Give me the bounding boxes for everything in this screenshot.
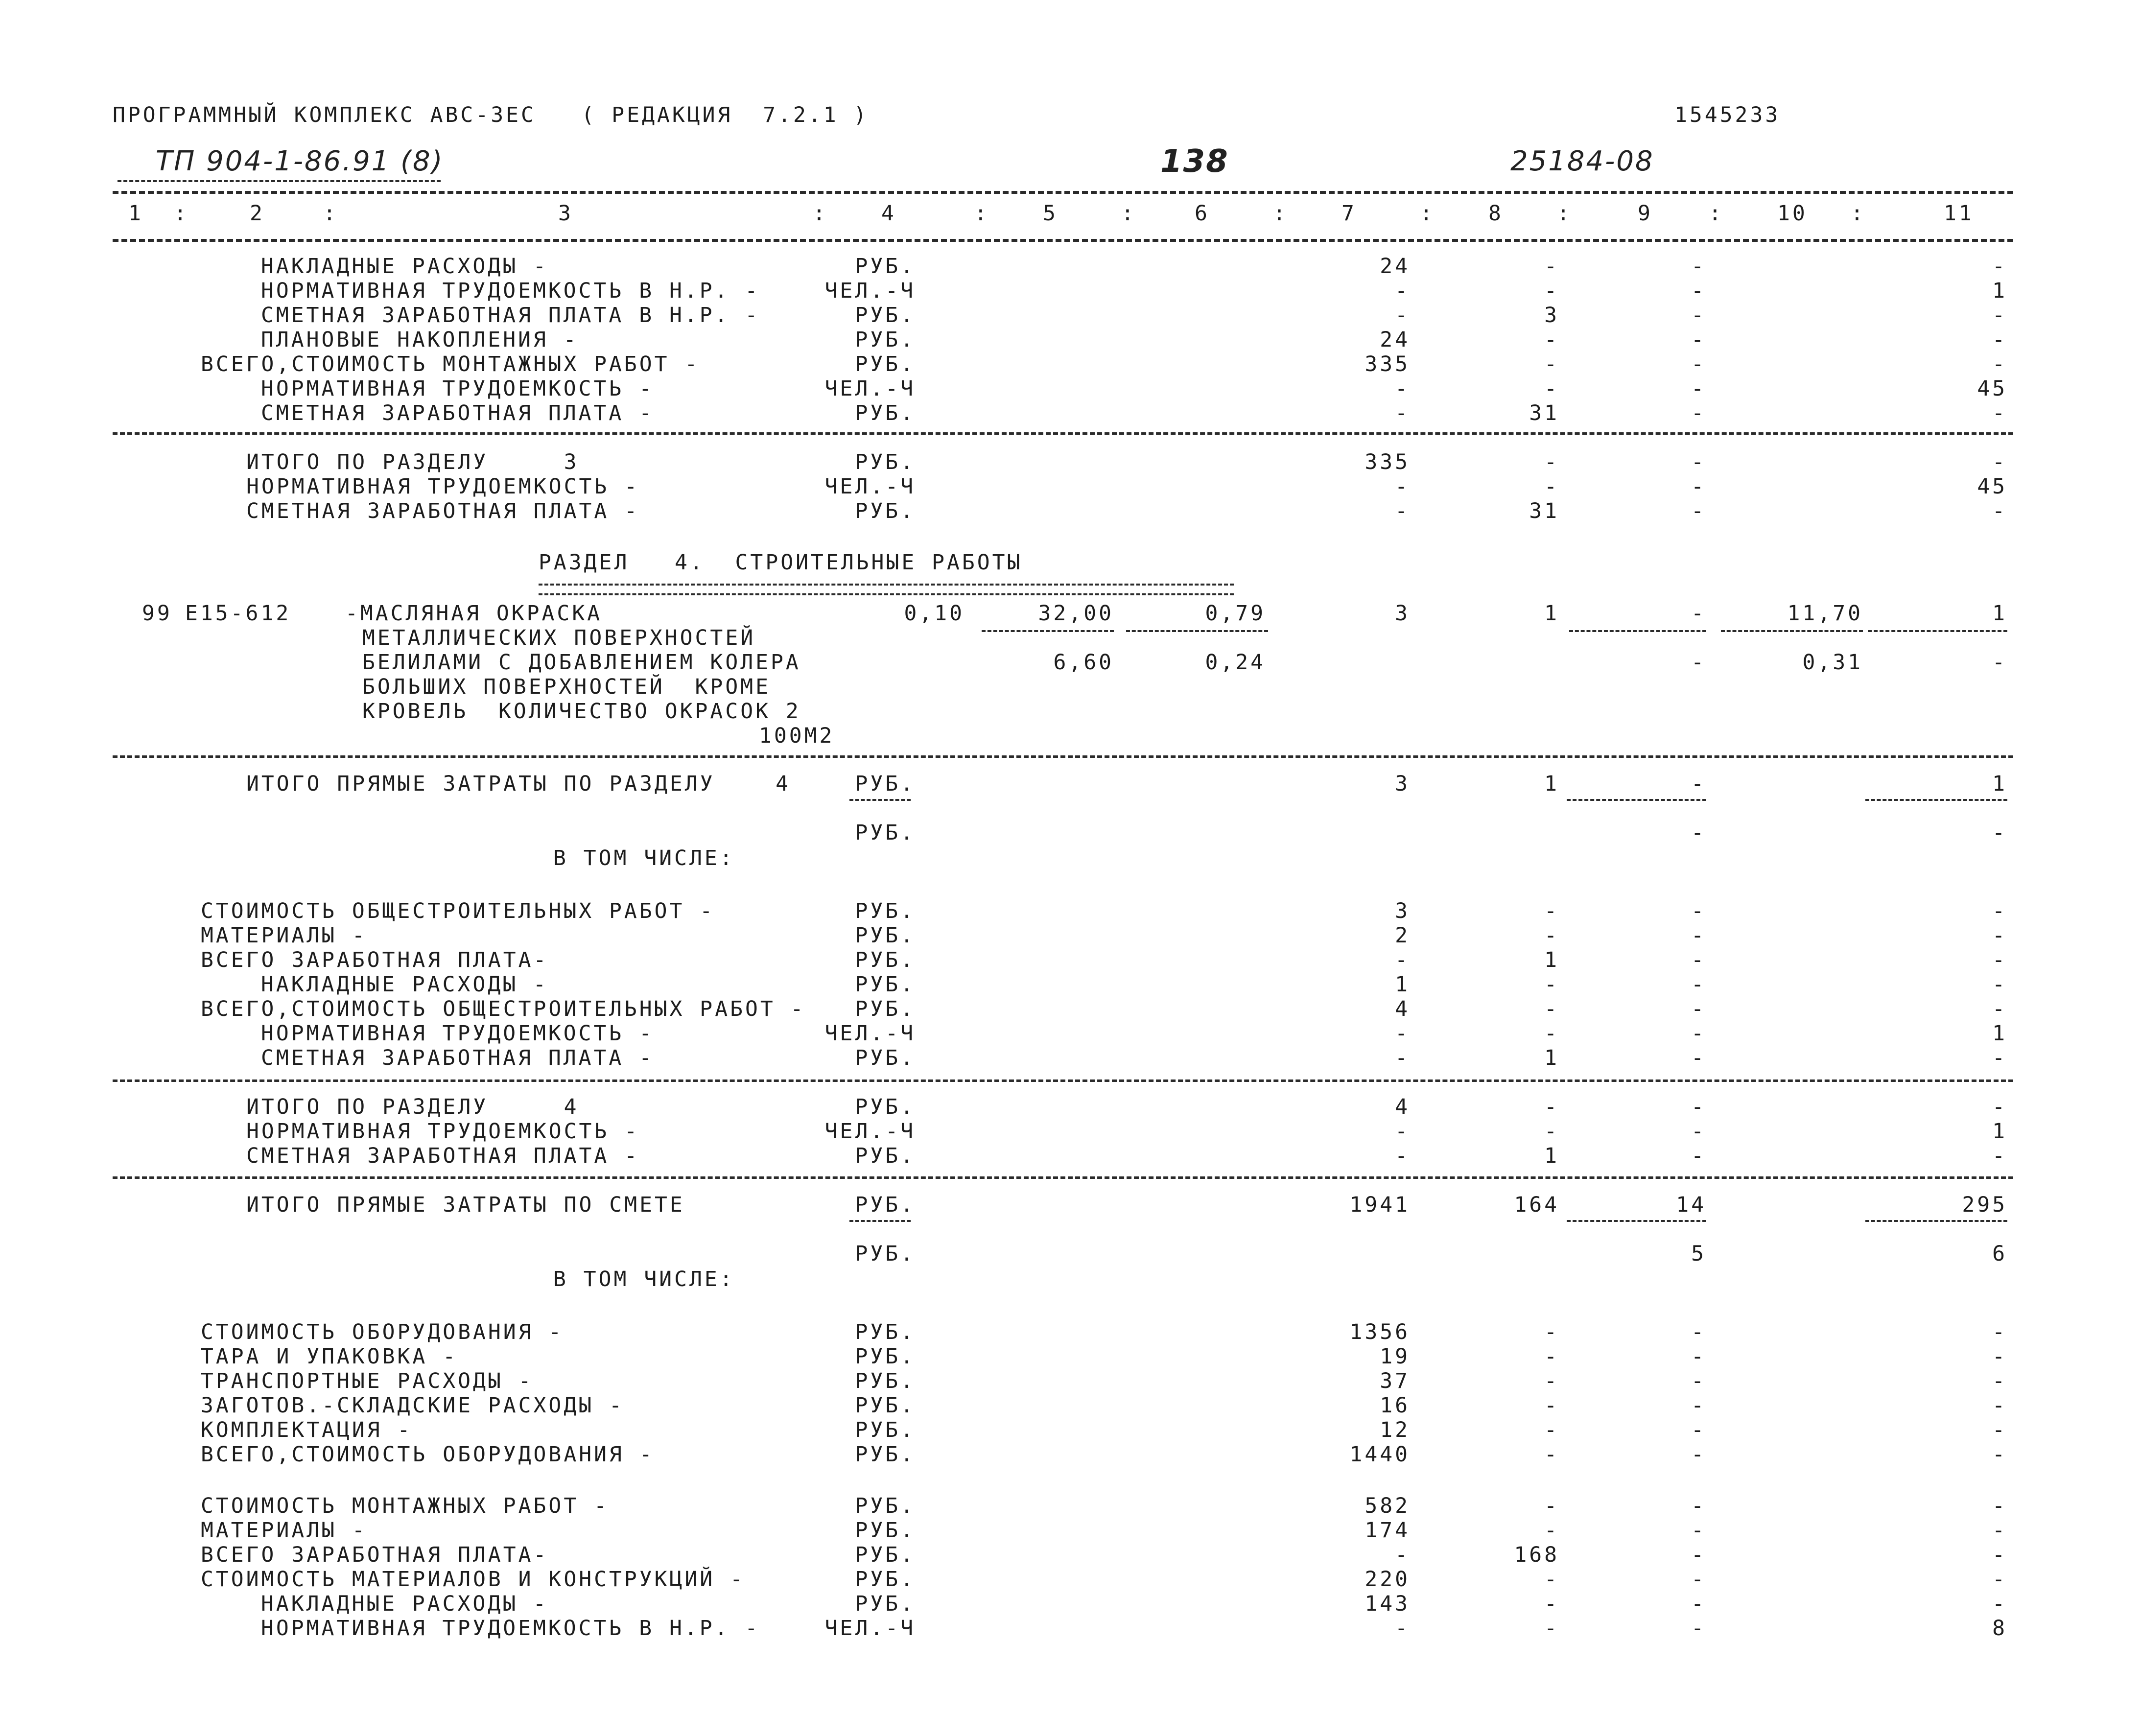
column-separator: : [1709, 201, 1724, 226]
column-separator: : [323, 201, 338, 226]
row-col8: - [1544, 450, 1559, 474]
row-col7: - [1395, 1046, 1410, 1070]
row-label: ТРАНСПОРТНЫЕ РАСХОДЫ - [201, 1369, 534, 1393]
row-col9: - [1691, 899, 1706, 923]
row-label: СМЕТНАЯ ЗАРАБОТНАЯ ПЛАТА - [261, 401, 655, 425]
row-col7: - [1395, 948, 1410, 972]
row-label: ИТОГО ПРЯМЫЕ ЗАТРАТЫ ПО СМЕТЕ [246, 1193, 685, 1217]
row-col8: - [1544, 1592, 1559, 1616]
page-number: 138 [1160, 143, 1229, 180]
row-col8: - [1544, 1393, 1559, 1418]
row-col11: 1 [1992, 1119, 2007, 1144]
row-col8: - [1544, 279, 1559, 303]
row-label: ИТОГО ПО РАЗДЕЛУ 4 [246, 1095, 579, 1119]
item-description-line: МЕТАЛЛИЧЕСКИХ ПОВЕРХНОСТЕЙ [362, 626, 756, 650]
row-label: СТОИМОСТЬ МАТЕРИАЛОВ И КОНСТРУКЦИЙ - [201, 1567, 745, 1592]
row-label: НОРМАТИВНАЯ ТРУДОЕМКОСТЬ - [261, 376, 655, 401]
row-col9: - [1691, 1369, 1706, 1393]
row-label: НОРМАТИВНАЯ ТРУДОЕМКОСТЬ В Н.Р. - [261, 1616, 760, 1641]
row-label: СМЕТНАЯ ЗАРАБОТНАЯ ПЛАТА - [246, 499, 640, 523]
row-col8: - [1544, 997, 1559, 1021]
row-label: НОРМАТИВНАЯ ТРУДОЕМКОСТЬ - [261, 1021, 655, 1046]
row-col9: - [1691, 972, 1706, 997]
row-col7: 24 [1380, 328, 1410, 352]
item-col10-dash [1721, 630, 1863, 632]
row-col7: 1440 [1349, 1442, 1410, 1467]
row-col8: 31 [1529, 401, 1559, 425]
item-price-wage: 6,60 [1053, 650, 1114, 675]
row-label: ВСЕГО,СТОИМОСТЬ ОБОРУДОВАНИЯ - [201, 1442, 655, 1467]
row-col8: - [1544, 328, 1559, 352]
row-col7: - [1395, 1144, 1410, 1168]
header-rule-bottom [113, 239, 2013, 242]
row-unit: РУБ. [855, 1144, 916, 1168]
row-col8: 1 [1544, 948, 1559, 972]
row-col8: - [1544, 1344, 1559, 1369]
item-description-line: БЕЛИЛАМИ С ДОБАВЛЕНИЕМ КОЛЕРА [362, 650, 801, 675]
row-col11: - [1992, 1320, 2007, 1344]
row-col9: - [1691, 923, 1706, 948]
row-label: ИТОГО ПО РАЗДЕЛУ 3 [246, 450, 579, 474]
row-col11: - [1992, 328, 2007, 352]
row-col8: - [1544, 923, 1559, 948]
column-separator: : [1851, 201, 1866, 226]
row-col9: - [1691, 328, 1706, 352]
row-col7: - [1395, 401, 1410, 425]
column-header-10: 10 [1777, 201, 1808, 226]
row-label: ЗАГОТОВ.-СКЛАДСКИЕ РАСХОДЫ - [201, 1393, 624, 1418]
row-col9: - [1691, 352, 1706, 376]
item-col10: 11,70 [1787, 601, 1863, 626]
project-code-underline [118, 180, 441, 182]
row-col7: 1356 [1349, 1320, 1410, 1344]
row-col11: - [1992, 1046, 2007, 1070]
row-col11: - [1992, 401, 2007, 425]
row-col11: - [1992, 948, 2007, 972]
item-price-dash [982, 630, 1114, 632]
row-col7: 1941 [1349, 1193, 1410, 1217]
row-unit: РУБ. [855, 328, 916, 352]
column-header-2: 2 [250, 201, 265, 226]
row-col7: 174 [1365, 1518, 1410, 1543]
item-col11: 1 [1992, 601, 2007, 626]
row-unit: РУБ. [855, 303, 916, 328]
row-label: НАКЛАДНЫЕ РАСХОДЫ - [261, 972, 548, 997]
column-header-11: 11 [1944, 201, 1974, 226]
item-col9-dash [1569, 630, 1706, 632]
row-col9: - [1691, 1442, 1706, 1467]
item-total: 0,79 [1205, 601, 1266, 626]
row-col11: - [1992, 1592, 2007, 1616]
row-col8: - [1544, 474, 1559, 499]
row-col9: 14 [1676, 1193, 1706, 1217]
col11-underline [1865, 1220, 2007, 1222]
row-col7: - [1395, 1616, 1410, 1641]
row-col7: 335 [1365, 450, 1410, 474]
row-col9: - [1691, 474, 1706, 499]
row-col7: - [1395, 1119, 1410, 1144]
row-col9: 5 [1691, 1242, 1706, 1266]
section-rule [113, 1079, 2013, 1082]
col9-underline [1567, 799, 1706, 801]
row-label: КОМПЛЕКТАЦИЯ - [201, 1418, 413, 1442]
row-col7: 4 [1395, 997, 1410, 1021]
row-unit: РУБ. [855, 1418, 916, 1442]
row-col8: - [1544, 1442, 1559, 1467]
row-col11: - [1992, 1442, 2007, 1467]
row-col7: - [1395, 303, 1410, 328]
column-separator: : [974, 201, 989, 226]
in-that-number-label: В ТОМ ЧИСЛЕ: [553, 1267, 735, 1291]
row-col8: - [1544, 1320, 1559, 1344]
row-col11: 8 [1992, 1616, 2007, 1641]
row-col8: 3 [1544, 303, 1559, 328]
row-unit: ЧЕЛ.-Ч [824, 1616, 916, 1641]
item-description-line: -МАСЛЯНАЯ ОКРАСКА [345, 601, 603, 626]
row-col8: 1 [1544, 1046, 1559, 1070]
row-unit: РУБ. [855, 1344, 916, 1369]
row-col9: - [1691, 1518, 1706, 1543]
row-col11: - [1992, 1144, 2007, 1168]
row-col11: - [1992, 923, 2007, 948]
row-col7: - [1395, 474, 1410, 499]
row-col9: - [1691, 1567, 1706, 1592]
row-unit: РУБ. [855, 1320, 916, 1344]
row-unit: РУБ. [855, 1095, 916, 1119]
row-col9: - [1691, 1144, 1706, 1168]
row-col11: - [1992, 997, 2007, 1021]
item-col8: 1 [1544, 601, 1559, 626]
row-col11: 45 [1977, 474, 2007, 499]
row-col8: - [1544, 1494, 1559, 1518]
row-unit: РУБ. [855, 1046, 916, 1070]
column-separator: : [1420, 201, 1435, 226]
column-header-7: 7 [1341, 201, 1357, 226]
row-col8: - [1544, 1518, 1559, 1543]
doc-number: 1545233 [1674, 103, 1781, 127]
row-col11: - [1992, 1095, 2007, 1119]
row-col11: - [1992, 303, 2007, 328]
row-unit: РУБ. [855, 450, 916, 474]
item-description-line: БОЛЬШИХ ПОВЕРХНОСТЕЙ КРОМЕ [362, 675, 771, 699]
album-code: 25184-08 [1510, 145, 1654, 177]
item-col7: 3 [1395, 601, 1410, 626]
row-col9: - [1691, 1543, 1706, 1567]
row-unit: РУБ. [855, 1193, 916, 1217]
row-col7: 4 [1395, 1095, 1410, 1119]
row-label: ВСЕГО ЗАРАБОТНАЯ ПЛАТА- [201, 948, 549, 972]
row-unit: ЧЕЛ.-Ч [824, 279, 916, 303]
row-col9: - [1691, 821, 1706, 845]
row-col11: - [1992, 450, 2007, 474]
row-col7: 3 [1395, 899, 1410, 923]
item-number: 99 [142, 601, 172, 626]
row-col7: - [1395, 1021, 1410, 1046]
row-unit: ЧЕЛ.-Ч [824, 1119, 916, 1144]
row-col8: - [1544, 1567, 1559, 1592]
row-col11: - [1992, 352, 2007, 376]
item-col11-sub: - [1992, 650, 2007, 675]
row-col9: - [1691, 1494, 1706, 1518]
section-rule [113, 432, 2013, 435]
column-header-8: 8 [1488, 201, 1504, 226]
column-separator: : [1273, 201, 1288, 226]
row-unit: РУБ. [855, 1543, 916, 1567]
row-label: СТОИМОСТЬ ОБЩЕСТРОИТЕЛЬНЫХ РАБОТ - [201, 899, 715, 923]
row-col8: - [1544, 376, 1559, 401]
row-label: СТОИМОСТЬ МОНТАЖНЫХ РАБОТ - [201, 1494, 609, 1518]
row-label: ТАРА И УПАКОВКА - [201, 1344, 458, 1369]
column-separator: : [1121, 201, 1136, 226]
in-that-number-label: В ТОМ ЧИСЛЕ: [553, 846, 735, 870]
row-col11: - [1992, 1543, 2007, 1567]
row-col11: - [1992, 821, 2007, 845]
row-col7: - [1395, 279, 1410, 303]
program-title: ПРОГРАММНЫЙ КОМПЛЕКС АВС-ЗЕС ( РЕДАКЦИЯ 7.2.1 ) [113, 103, 869, 127]
row-unit: РУБ. [855, 972, 916, 997]
row-unit: РУБ. [855, 352, 916, 376]
item-col9-sub: - [1691, 650, 1706, 675]
row-unit: РУБ. [855, 772, 916, 796]
row-label: СМЕТНАЯ ЗАРАБОТНАЯ ПЛАТА В Н.Р. - [261, 303, 760, 328]
row-col11: - [1992, 254, 2007, 279]
item-total-wage: 0,24 [1205, 650, 1266, 675]
row-col11: 295 [1962, 1193, 2007, 1217]
row-unit: РУБ. [855, 1442, 916, 1467]
row-col7: 37 [1380, 1369, 1410, 1393]
row-col8: - [1544, 1369, 1559, 1393]
row-col11: - [1992, 1393, 2007, 1418]
section-title: РАЗДЕЛ 4. СТРОИТЕЛЬНЫЕ РАБОТЫ [539, 550, 1023, 575]
row-col7: - [1395, 499, 1410, 523]
row-col9: - [1691, 401, 1706, 425]
column-separator: : [174, 201, 189, 226]
row-label: ВСЕГО,СТОИМОСТЬ МОНТАЖНЫХ РАБОТ - [201, 352, 700, 376]
row-col7: 220 [1365, 1567, 1410, 1592]
row-col11: - [1992, 972, 2007, 997]
row-unit: РУБ. [855, 1592, 916, 1616]
row-label: НОРМАТИВНАЯ ТРУДОЕМКОСТЬ - [246, 1119, 640, 1144]
project-code: ТП 904-1-86.91 (8) [156, 145, 444, 177]
header-rule-top [113, 191, 2013, 194]
col11-underline [1865, 799, 2007, 801]
row-label: СТОИМОСТЬ ОБОРУДОВАНИЯ - [201, 1320, 564, 1344]
row-col9: - [1691, 279, 1706, 303]
row-unit: РУБ. [855, 899, 916, 923]
row-col8: 31 [1529, 499, 1559, 523]
unit-underline [849, 1220, 911, 1222]
row-unit: РУБ. [855, 1242, 916, 1266]
row-label: СМЕТНАЯ ЗАРАБОТНАЯ ПЛАТА - [261, 1046, 655, 1070]
column-header-6: 6 [1195, 201, 1210, 226]
row-col11: - [1992, 1369, 2007, 1393]
row-label: НАКЛАДНЫЕ РАСХОДЫ - [261, 1592, 548, 1616]
item-description-line: КРОВЕЛЬ КОЛИЧЕСТВО ОКРАСОК 2 [362, 699, 801, 724]
unit-underline [849, 799, 911, 801]
section-title-underline [539, 584, 1234, 595]
item-col10-sub: 0,31 [1802, 650, 1863, 675]
row-label: ВСЕГО ЗАРАБОТНАЯ ПЛАТА- [201, 1543, 549, 1567]
row-col8: - [1544, 1021, 1559, 1046]
item-price: 32,00 [1038, 601, 1114, 626]
row-col9: - [1691, 1320, 1706, 1344]
column-header-9: 9 [1638, 201, 1653, 226]
row-col9: - [1691, 997, 1706, 1021]
item-col9: - [1691, 601, 1706, 626]
row-col9: - [1691, 1418, 1706, 1442]
item-unit: 100М2 [759, 724, 835, 748]
row-col7: 3 [1395, 772, 1410, 796]
row-label: ВСЕГО,СТОИМОСТЬ ОБЩЕСТРОИТЕЛЬНЫХ РАБОТ - [201, 997, 806, 1021]
row-col8: - [1544, 254, 1559, 279]
column-separator: : [813, 201, 828, 226]
row-col7: - [1395, 1543, 1410, 1567]
row-unit: РУБ. [855, 1518, 916, 1543]
column-header-4: 4 [881, 201, 896, 226]
row-col8: - [1544, 899, 1559, 923]
row-col11: - [1992, 899, 2007, 923]
row-col9: - [1691, 254, 1706, 279]
row-unit: ЧЕЛ.-Ч [824, 1021, 916, 1046]
row-label: ИТОГО ПРЯМЫЕ ЗАТРАТЫ ПО РАЗДЕЛУ 4 [246, 772, 791, 796]
row-col7: 24 [1380, 254, 1410, 279]
row-col11: 45 [1977, 376, 2007, 401]
row-label: МАТЕРИАЛЫ - [201, 1518, 367, 1543]
row-label: СМЕТНАЯ ЗАРАБОТНАЯ ПЛАТА - [246, 1144, 640, 1168]
row-label: ПЛАНОВЫЕ НАКОПЛЕНИЯ - [261, 328, 579, 352]
row-col11: - [1992, 1518, 2007, 1543]
row-col7: 1 [1395, 972, 1410, 997]
row-col7: 143 [1365, 1592, 1410, 1616]
row-col9: - [1691, 948, 1706, 972]
row-col9: - [1691, 450, 1706, 474]
row-label: НАКЛАДНЫЕ РАСХОДЫ - [261, 254, 548, 279]
row-col9: - [1691, 1393, 1706, 1418]
row-col9: - [1691, 772, 1706, 796]
col9-underline [1567, 1220, 1706, 1222]
item-code: Е15-612 [185, 601, 291, 626]
row-col8: 1 [1544, 772, 1559, 796]
row-col8: - [1544, 972, 1559, 997]
row-col11: 1 [1992, 1021, 2007, 1046]
item-qty: 0,10 [904, 601, 965, 626]
row-col7: 12 [1380, 1418, 1410, 1442]
row-col9: - [1691, 1046, 1706, 1070]
row-col9: - [1691, 1592, 1706, 1616]
row-col11: - [1992, 1344, 2007, 1369]
row-unit: ЧЕЛ.-Ч [824, 376, 916, 401]
row-col11: - [1992, 1494, 2007, 1518]
row-unit: РУБ. [855, 401, 916, 425]
row-col7: - [1395, 376, 1410, 401]
row-col7: 2 [1395, 923, 1410, 948]
row-unit: РУБ. [855, 254, 916, 279]
row-col8: - [1544, 1095, 1559, 1119]
row-label: НОРМАТИВНАЯ ТРУДОЕМКОСТЬ В Н.Р. - [261, 279, 760, 303]
column-header-1: 1 [128, 201, 143, 226]
row-col8: 164 [1514, 1193, 1559, 1217]
column-header-3: 3 [558, 201, 573, 226]
section-rule [113, 755, 2013, 758]
row-col11: 1 [1992, 772, 2007, 796]
row-col11: - [1992, 499, 2007, 523]
column-header-5: 5 [1043, 201, 1058, 226]
row-col8: 1 [1544, 1144, 1559, 1168]
row-col8: - [1544, 1119, 1559, 1144]
row-col9: - [1691, 499, 1706, 523]
item-col11-dash [1868, 630, 2007, 632]
row-label: МАТЕРИАЛЫ - [201, 923, 367, 948]
item-total-dash [1126, 630, 1268, 632]
row-label: НОРМАТИВНАЯ ТРУДОЕМКОСТЬ - [246, 474, 640, 499]
row-unit: ЧЕЛ.-Ч [824, 474, 916, 499]
row-unit: РУБ. [855, 1567, 916, 1592]
section-rule [113, 1176, 2013, 1179]
row-unit: РУБ. [855, 499, 916, 523]
row-col9: - [1691, 376, 1706, 401]
row-unit: РУБ. [855, 923, 916, 948]
row-col9: - [1691, 1119, 1706, 1144]
row-unit: РУБ. [855, 1393, 916, 1418]
row-col8: - [1544, 1418, 1559, 1442]
row-col7: 16 [1380, 1393, 1410, 1418]
row-col11: - [1992, 1567, 2007, 1592]
row-col11: 1 [1992, 279, 2007, 303]
row-col9: - [1691, 1344, 1706, 1369]
row-col9: - [1691, 1616, 1706, 1641]
row-col7: 582 [1365, 1494, 1410, 1518]
row-col7: 19 [1380, 1344, 1410, 1369]
row-col8: 168 [1514, 1543, 1559, 1567]
row-unit: РУБ. [855, 821, 916, 845]
row-unit: РУБ. [855, 997, 916, 1021]
column-separator: : [1557, 201, 1572, 226]
row-col11: - [1992, 1418, 2007, 1442]
row-col8: - [1544, 352, 1559, 376]
row-unit: РУБ. [855, 1494, 916, 1518]
row-col9: - [1691, 303, 1706, 328]
row-col8: - [1544, 1616, 1559, 1641]
row-unit: РУБ. [855, 1369, 916, 1393]
row-col9: - [1691, 1021, 1706, 1046]
row-col11: 6 [1992, 1242, 2007, 1266]
row-unit: РУБ. [855, 948, 916, 972]
row-col9: - [1691, 1095, 1706, 1119]
row-col7: 335 [1365, 352, 1410, 376]
